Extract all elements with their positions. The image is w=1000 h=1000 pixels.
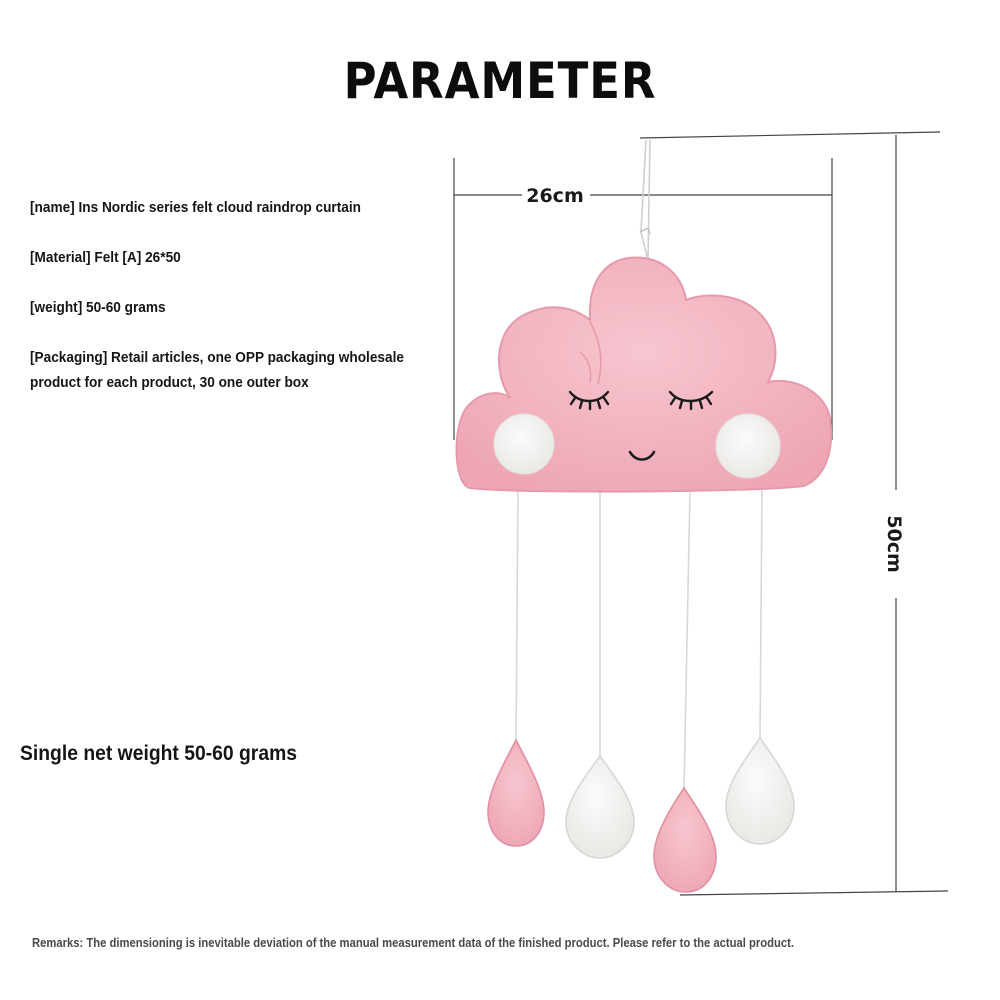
raindrops [488,738,794,892]
hanging-string [641,140,650,260]
drop-string-3 [684,490,690,790]
height-top-extension [640,132,940,138]
remarks-note: Remarks: The dimensioning is inevitable deviation of the manual measurement data of the finished product. Please refer to the actual product. [32,936,795,950]
height-label: 50cm [883,515,905,573]
page-title: PARAMETER [343,52,657,110]
raindrop-white-2 [726,738,794,844]
spec-material: [Material] Felt [A] 26*50 [30,250,181,266]
height-bottom-extension [680,891,948,895]
spec-name: [name] Ins Nordic series felt cloud raindrop curtain [30,200,361,216]
right-cheek [716,414,780,478]
raindrop-pink-1 [488,740,544,846]
drop-string-4 [760,488,762,740]
width-label: 26cm [526,185,584,207]
height-dimension [640,132,948,895]
spec-weight: [weight] 50-60 grams [30,300,166,316]
left-cheek [494,414,554,474]
spec-packaging: [Packaging] Retail articles, one OPP packaging wholesale product for each product, 30 one outer box [30,350,404,391]
raindrop-white-1 [566,756,634,858]
drop-strings [516,488,762,790]
cloud [457,257,832,491]
raindrop-pink-2 [654,788,716,892]
net-weight-caption: Single net weight 50-60 grams [20,742,298,765]
drop-string-1 [516,488,518,742]
